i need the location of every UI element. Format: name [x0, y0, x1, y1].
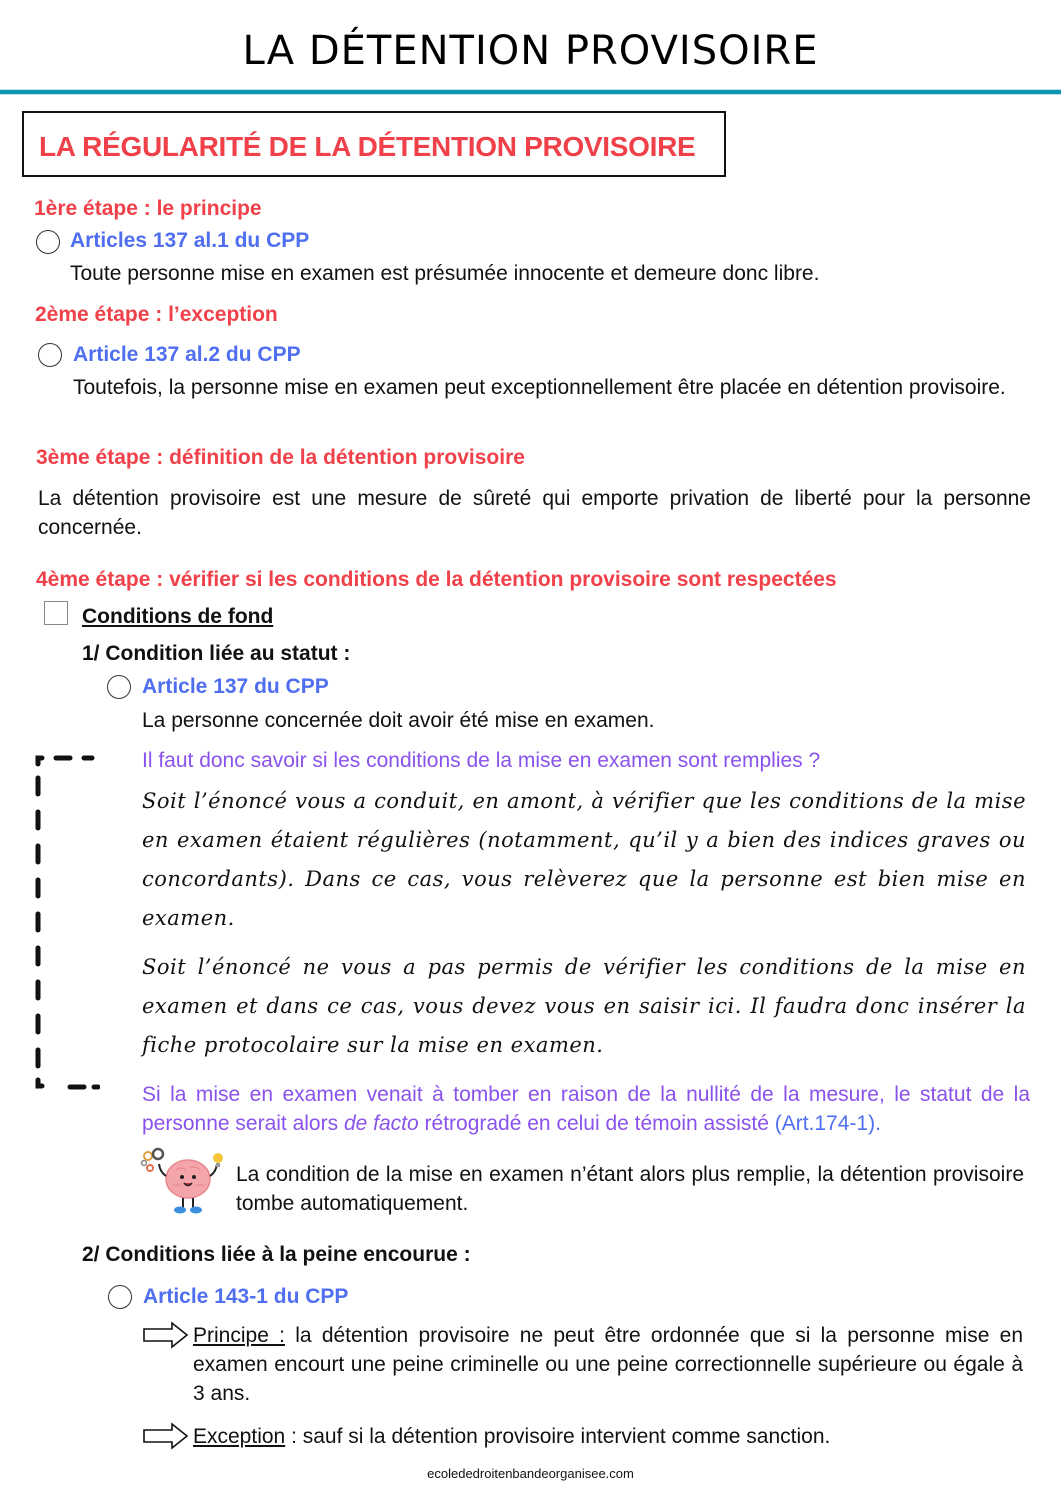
nullite-text	[142, 1080, 1030, 1138]
principe-text	[193, 1321, 1023, 1408]
principe-body: la détention provisoire ne peut être ordonnée que si la personne mise en examen encourt une peine criminelle ou une peine correctionnelle supérieure ou égale à 3 ans.	[193, 1324, 1023, 1405]
step-1-article: Articles 137 al.1 du CPP	[70, 229, 310, 252]
nullite-before: Si la mise en examen venait à tomber en raison de la nullité de la mesure, le statut de la personne serait alors	[142, 1083, 1030, 1135]
step-2-article: Article 137 al.2 du CPP	[73, 343, 301, 366]
radio-circle-icon[interactable]	[36, 230, 60, 254]
statut-article: Article 137 du CPP	[142, 675, 329, 698]
tip-text: La condition de la mise en examen n’étant alors plus remplie, la détention provisoire tombe automatiquement.	[236, 1163, 1024, 1215]
condition-peine-heading: 2/ Conditions liée à la peine encourue :	[82, 1243, 471, 1266]
condition-statut-heading: 1/ Condition liée au statut :	[82, 642, 351, 665]
step-2-heading: 2ème étape : l’exception	[35, 303, 278, 326]
radio-circle-icon[interactable]	[107, 675, 131, 699]
right-arrow-icon	[142, 1422, 190, 1450]
peine-article: Article 143-1 du CPP	[143, 1285, 349, 1308]
handwritten-note-1: Soit l’énoncé vous a conduit, en amont, à vérifier que les conditions de la mise en examen étaient régulières (notamment, qu’il y a bien des indices graves ou concordants). Dans ce cas, vous relèverez que la personne est bien mise en examen.	[142, 789, 1026, 930]
step-3-heading: 3ème étape : définition de la détention provisoire	[36, 446, 525, 469]
checkbox-square-icon[interactable]	[44, 601, 68, 625]
step-3-text: La détention provisoire est une mesure de sûreté qui emporte privation de liberté pour la personne concernée.	[38, 487, 1031, 539]
exception-text	[193, 1422, 830, 1451]
nullite-after: rétrogradé en celui de témoin assisté	[418, 1112, 775, 1135]
title-divider	[0, 89, 1061, 95]
nullite-italic: de facto	[343, 1112, 419, 1135]
conditions-fond-label: Conditions de fond	[82, 605, 274, 628]
step-1-text: Toute personne mise en examen est présumée innocente et demeure donc libre.	[70, 262, 820, 285]
section-title: LA RÉGULARITÉ DE LA DÉTENTION PROVISOIRE	[39, 131, 696, 162]
step-4-heading: 4ème étape : vérifier si les conditions de la détention provisoire sont respectées	[36, 568, 837, 591]
handwritten-note-2: Soit l’énoncé ne vous a pas permis de vérifier les conditions de la mise en examen et dans ce cas, vous devez vous en saisir ici. Il faudra donc insérer la fiche protocolaire sur la mise en examen.	[142, 955, 1026, 1057]
step-2-text: Toutefois, la personne mise en examen peut exceptionnellement être placée en détention provisoire.	[73, 376, 1006, 399]
right-arrow-icon	[142, 1321, 190, 1349]
radio-circle-icon[interactable]	[108, 1285, 132, 1309]
footer-site: ecolededroitenbandeorganisee.com	[427, 1466, 634, 1481]
radio-circle-icon[interactable]	[38, 343, 62, 367]
principe-label: Principe :	[193, 1324, 285, 1347]
question-text: Il faut donc savoir si les conditions de la mise en examen sont remplies ?	[142, 749, 821, 772]
exception-body: : sauf si la détention provisoire intervient comme sanction.	[285, 1425, 831, 1448]
nullite-ref: (Art.174-1).	[774, 1112, 881, 1135]
exception-label: Exception	[193, 1425, 286, 1448]
step-1-heading: 1ère étape : le principe	[34, 197, 262, 220]
dashed-bracket-icon	[30, 750, 100, 1095]
brain-mascot-icon	[138, 1146, 230, 1218]
statut-text: La personne concernée doit avoir été mise en examen.	[142, 709, 655, 732]
page-title: LA DÉTENTION PROVISOIRE	[242, 28, 819, 74]
section-title-box	[22, 111, 726, 177]
